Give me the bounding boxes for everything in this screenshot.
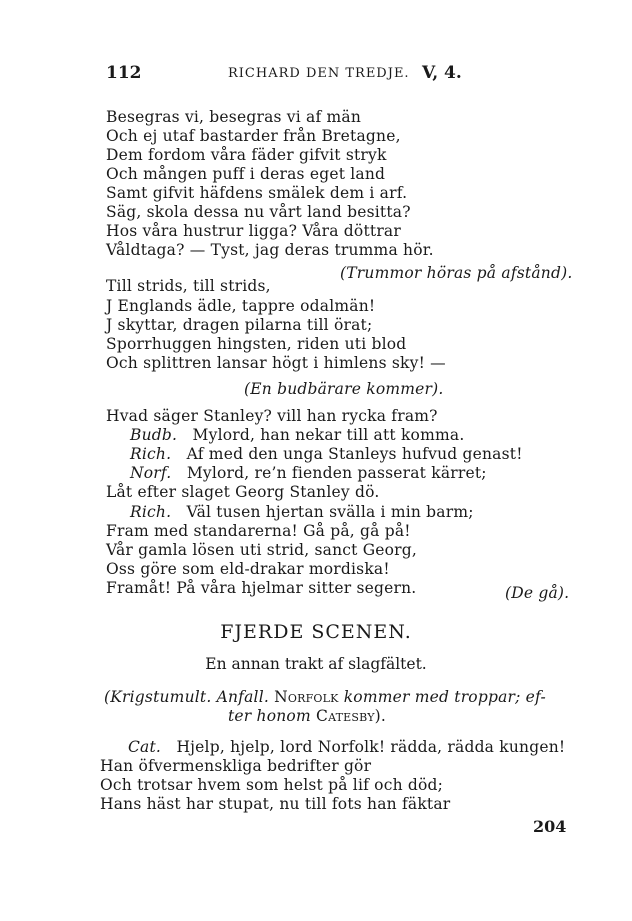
stage-direction-messenger: (En budbärare kommer). (244, 380, 444, 398)
dialogue-line (130, 503, 474, 521)
dialogue-text: Väl tusen hjertan svälla i min barm; (186, 503, 474, 521)
dialogue-line (128, 738, 565, 756)
dialogue-line (106, 483, 379, 501)
page-number: 112 (106, 63, 142, 83)
speaker-name: Budb. (130, 426, 178, 444)
dialogue-text: Mylord, han nekar till att komma. (192, 426, 465, 444)
dialogue-line (106, 407, 438, 425)
verse-line: Och splittren lansar högt i himlens sky! — (106, 354, 446, 372)
dialogue-line (130, 445, 523, 463)
dialogue-text: Hvad säger Stanley? vill han rycka fram? (106, 407, 438, 425)
speaker-name: Norf. (130, 464, 172, 482)
running-title: RICHARD DEN TREDJE. (228, 66, 410, 81)
act-scene-ref: V, 4. (422, 63, 462, 83)
character-name: Norfolk (274, 688, 339, 706)
speaker-name: Cat. (128, 738, 162, 756)
dialogue-text: Låt efter slaget Georg Stanley dö. (106, 483, 380, 501)
stage-direction-line: (Krigstumult. Anfall. Norfolk kommer med troppar; ef- (104, 688, 546, 706)
character-name: Catesby (316, 707, 375, 725)
dialogue-line (106, 560, 390, 578)
stage-direction-drums: (Trummor höras på afstånd). (340, 264, 573, 282)
scene-title: FJERDE SCENEN. (220, 621, 412, 643)
dialogue-text: Mylord, re’n fienden passerat kärret; (186, 464, 487, 482)
dialogue-text: Och trotsar hvem som helst på lif och död; (100, 776, 444, 794)
dialogue-text: Vår gamla lösen uti strid, sanct Georg, (106, 541, 418, 559)
dialogue-line (106, 541, 417, 559)
verse-line: J skyttar, dragen pilarna till örat; (106, 316, 373, 334)
speaker-name: Rich. (130, 445, 172, 463)
verse-line: Sporrhuggen hingsten, riden uti blod (106, 335, 407, 353)
stage-direction-line: ter honom Catesby). (228, 707, 387, 725)
dialogue-line (100, 795, 450, 813)
dialogue-text: Han öfvermenskliga bedrifter gör (100, 757, 372, 775)
verse-line: Dem fordom våra fäder gifvit stryk (106, 146, 387, 164)
dialogue-text: Af med den unga Stanleys hufvud genast! (186, 445, 523, 463)
verse-line: J Englands ädle, tappre odalmän! (106, 297, 376, 315)
dialogue-text: Fram med standarerna! Gå på, gå på! (106, 522, 411, 540)
dialogue-line (130, 464, 487, 482)
dialogue-line (100, 776, 443, 794)
verse-line: Besegras vi, besegras vi af män (106, 108, 362, 126)
verse-line: Och mången puff i deras eget land (106, 165, 386, 183)
dialogue-line (130, 426, 464, 444)
verse-line: Till strids, till strids, (106, 277, 271, 295)
dialogue-text: Framåt! På våra hjelmar sitter segern. (106, 579, 417, 597)
verse-line: Säg, skola dessa nu vårt land besitta? (106, 203, 411, 221)
dialogue-line (106, 579, 416, 597)
speaker-name: Rich. (130, 503, 172, 521)
dialogue-line (106, 522, 411, 540)
verse-line: Och ej utaf bastarder från Bretagne, (106, 127, 401, 145)
verse-line: Våldtaga? — Tyst, jag deras trumma hör. (106, 241, 434, 259)
dialogue-text: Oss göre som eld-drakar mordiska! (106, 560, 390, 578)
dialogue-text: Hjelp, hjelp, lord Norfolk! rädda, rädda kungen! (176, 738, 566, 756)
dialogue-line (100, 757, 371, 775)
verse-line: Samt gifvit häfdens smälek dem i arf. (106, 184, 408, 202)
dialogue-text: Hans häst har stupat, nu till fots han fäktar (100, 795, 451, 813)
verse-line: Hos våra hustrur ligga? Våra döttrar (106, 222, 401, 240)
sheet-number: 204 (533, 817, 567, 836)
scene-subtitle: En annan trakt af slagfältet. (205, 655, 427, 673)
stage-direction-exit: (De gå). (505, 584, 570, 602)
